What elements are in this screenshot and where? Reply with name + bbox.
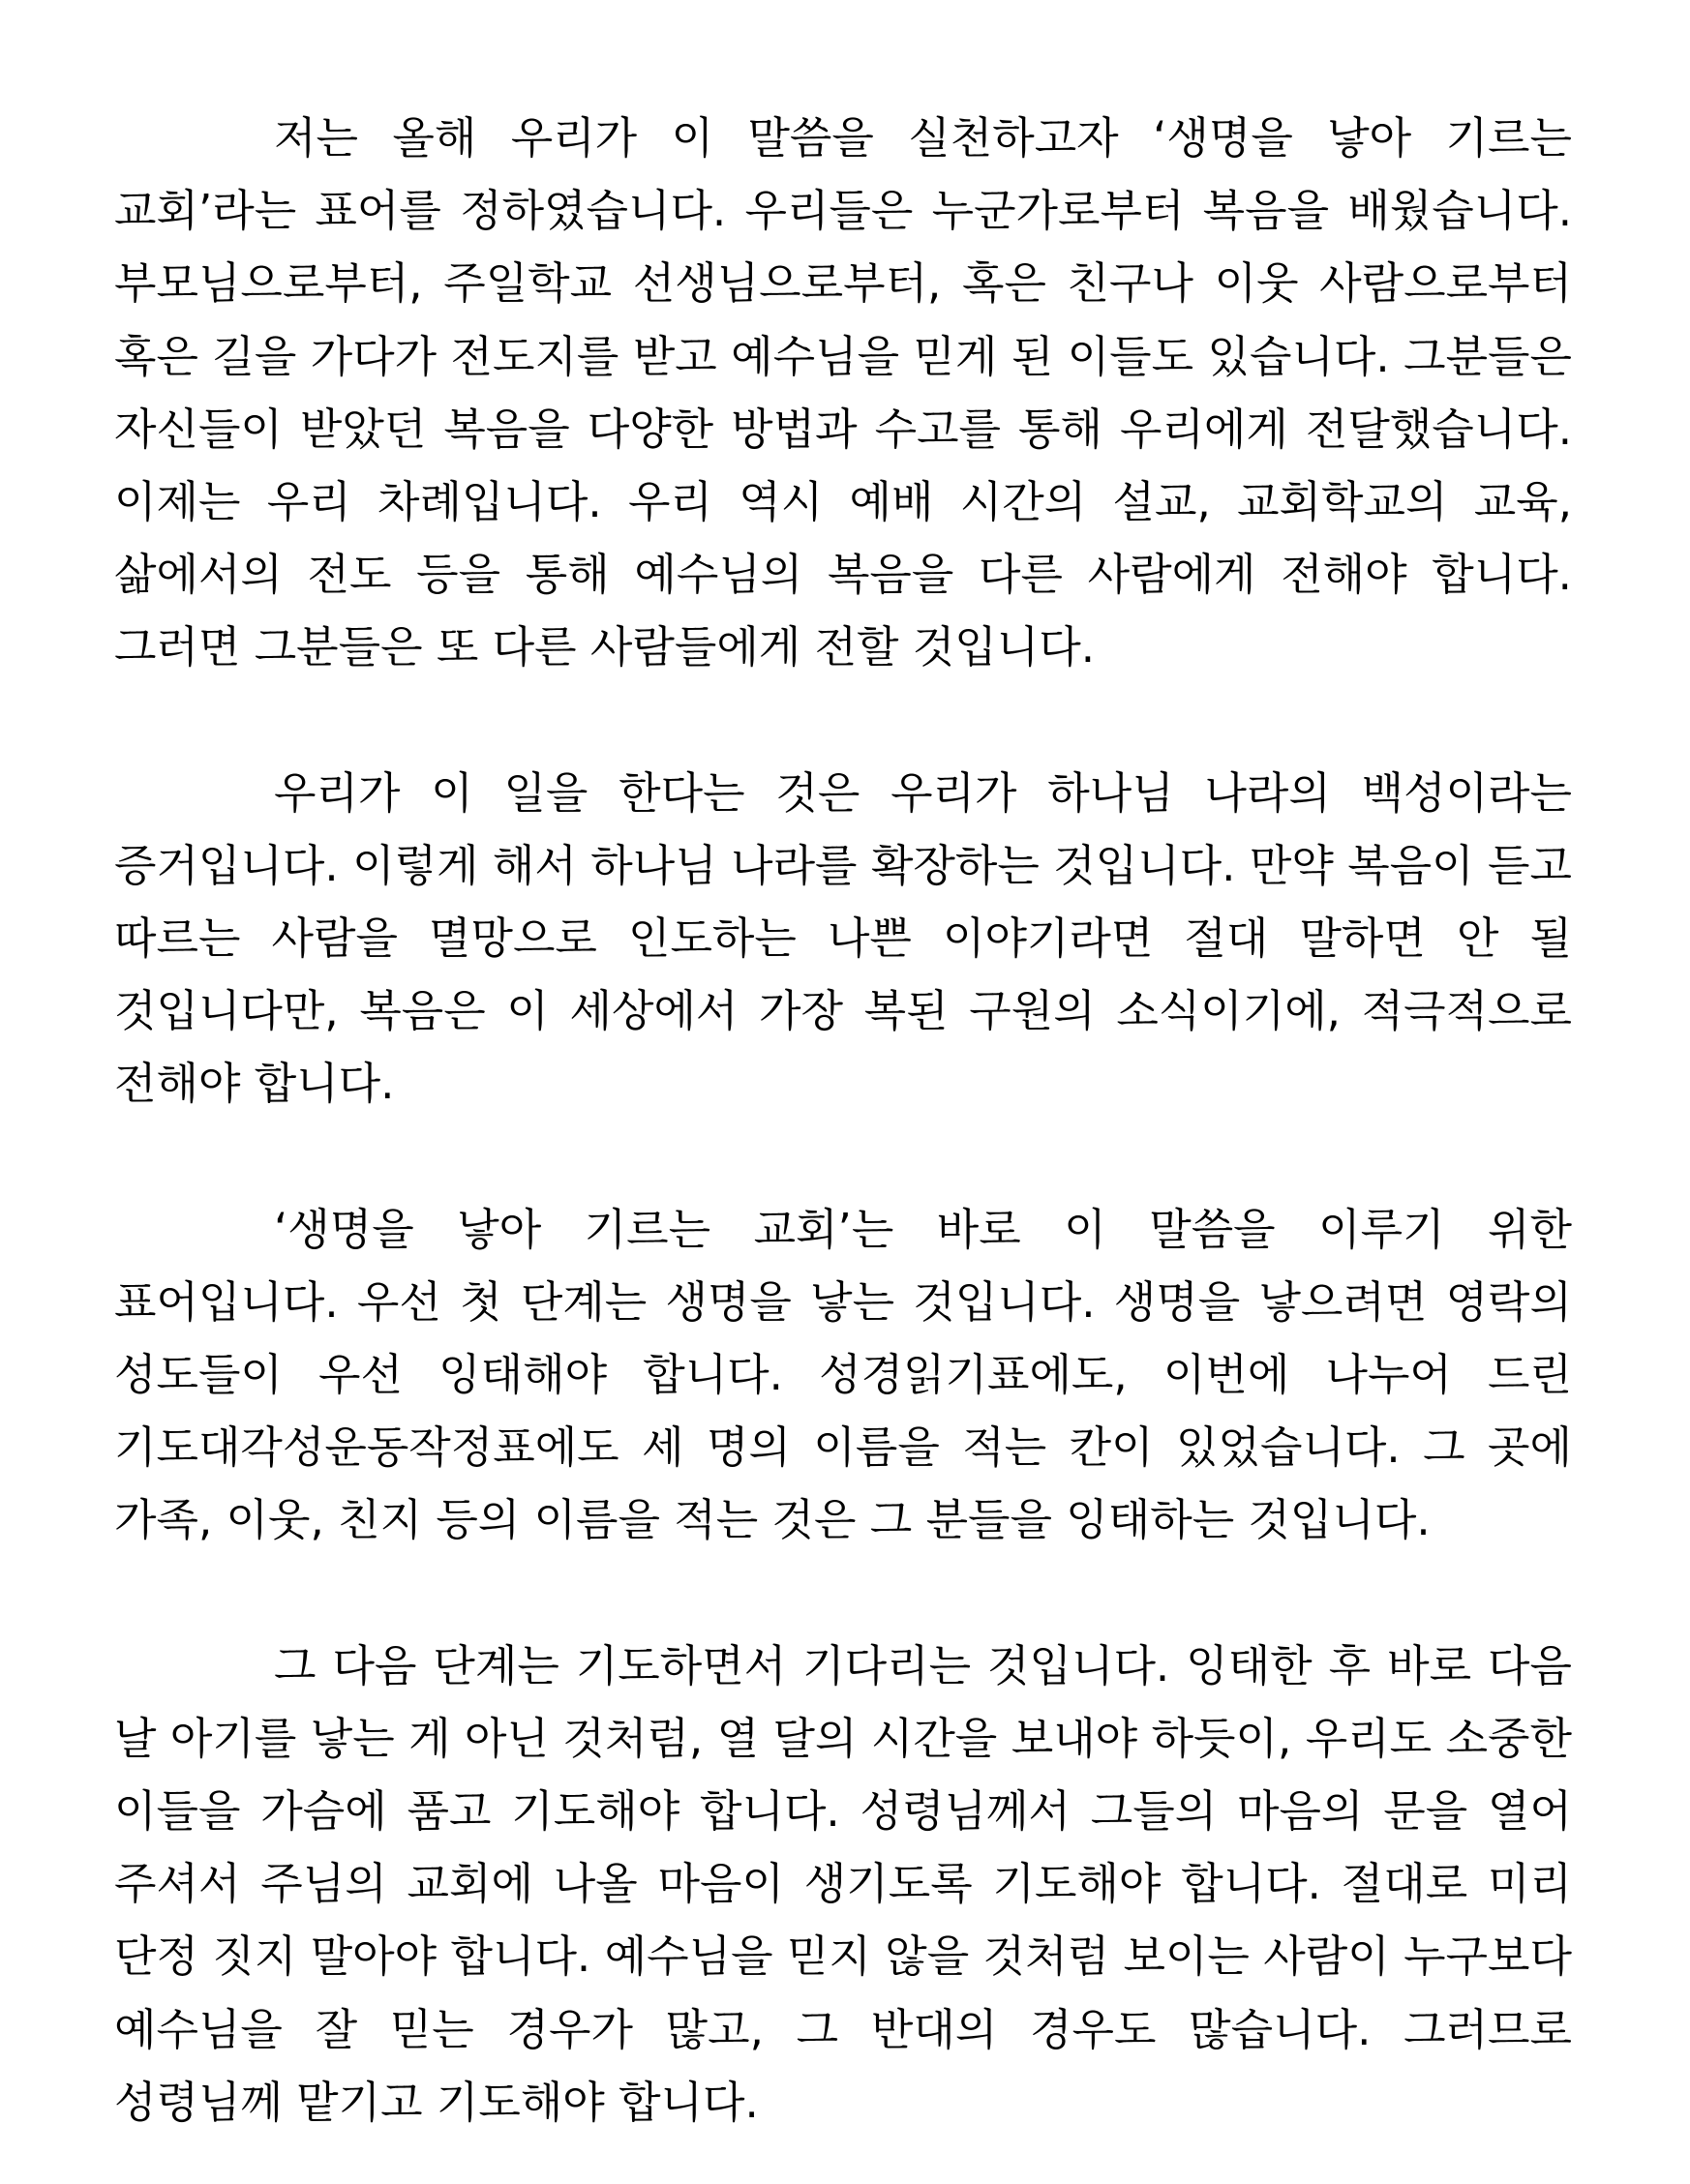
paragraph-4: 그 다음 단계는 기도하면서 기다리는 것입니다. 잉태한 후 바로 다음 날 아기를 낳는 게 아닌 것처럼, 열 달의 시간을 보내야 하듯이, 우리도 소중한 이들을 가슴에 품고 기도해야 합니다. 성령님께서 그들의 마음의 문을 열어 주셔서 주님의 교회에 나올 마음이 생기도록 기도해야 합니다. 절대로 미리 단정 짓지 말아야 합니다. 예수님을 믿지 않을 것처럼 보이는 사람이 누구보다 예수님을 잘 믿는 경우가 많고, 그 반대의 경우도 많습니다. 그러므로 성령님께 맡기고 기도해야 합니다.	[114, 1639, 1572, 2128]
paragraph-1: 저는 올해 우리가 이 말씀을 실천하고자 ‘생명을 낳아 기르는 교회’라는 표어를 정하였습니다. 우리들은 누군가로부터 복음을 배웠습니다. 부모님으로부터, 주일학교 선생님으로부터, 혹은 친구나 이웃 사람으로부터 혹은 길을 가다가 전도지를 받고 예수님을 믿게 된 이들도 있습니다. 그분들은 자신들이 받았던 복음을 다양한 방법과 수고를 통해 우리에게 전달했습니다. 이제는 우리 차례입니다. 우리 역시 예배 시간의 설교, 교회학교의 교육, 삶에서의 전도 등을 통해 예수님의 복음을 다른 사람에게 전해야 합니다. 그러면 그분들은 또 다른 사람들에게 전할 것입니다.	[114, 112, 1572, 673]
paragraph-2: 우리가 이 일을 한다는 것은 우리가 하나님 나라의 백성이라는 증거입니다. 이렇게 해서 하나님 나라를 확장하는 것입니다. 만약 복음이 듣고 따르는 사람을 멸망으로 인도하는 나쁜 이야기라면 절대 말하면 안 될 것입니다만, 복음은 이 세상에서 가장 복된 구원의 소식이기에, 적극적으로 전해야 합니다.	[114, 766, 1572, 1110]
paragraph-3: ‘생명을 낳아 기르는 교회’는 바로 이 말씀을 이루기 위한 표어입니다. 우선 첫 단계는 생명을 낳는 것입니다. 생명을 낳으려면 영락의 성도들이 우선 잉태해야 합니다. 성경읽기표에도, 이번에 나누어 드린 기도대각성운동작정표에도 세 명의 이름을 적는 칸이 있었습니다. 그 곳에 가족, 이웃, 친지 등의 이름을 적는 것은 그 분들을 잉태하는 것입니다.	[114, 1203, 1572, 1546]
document-body	[114, 102, 1572, 2139]
